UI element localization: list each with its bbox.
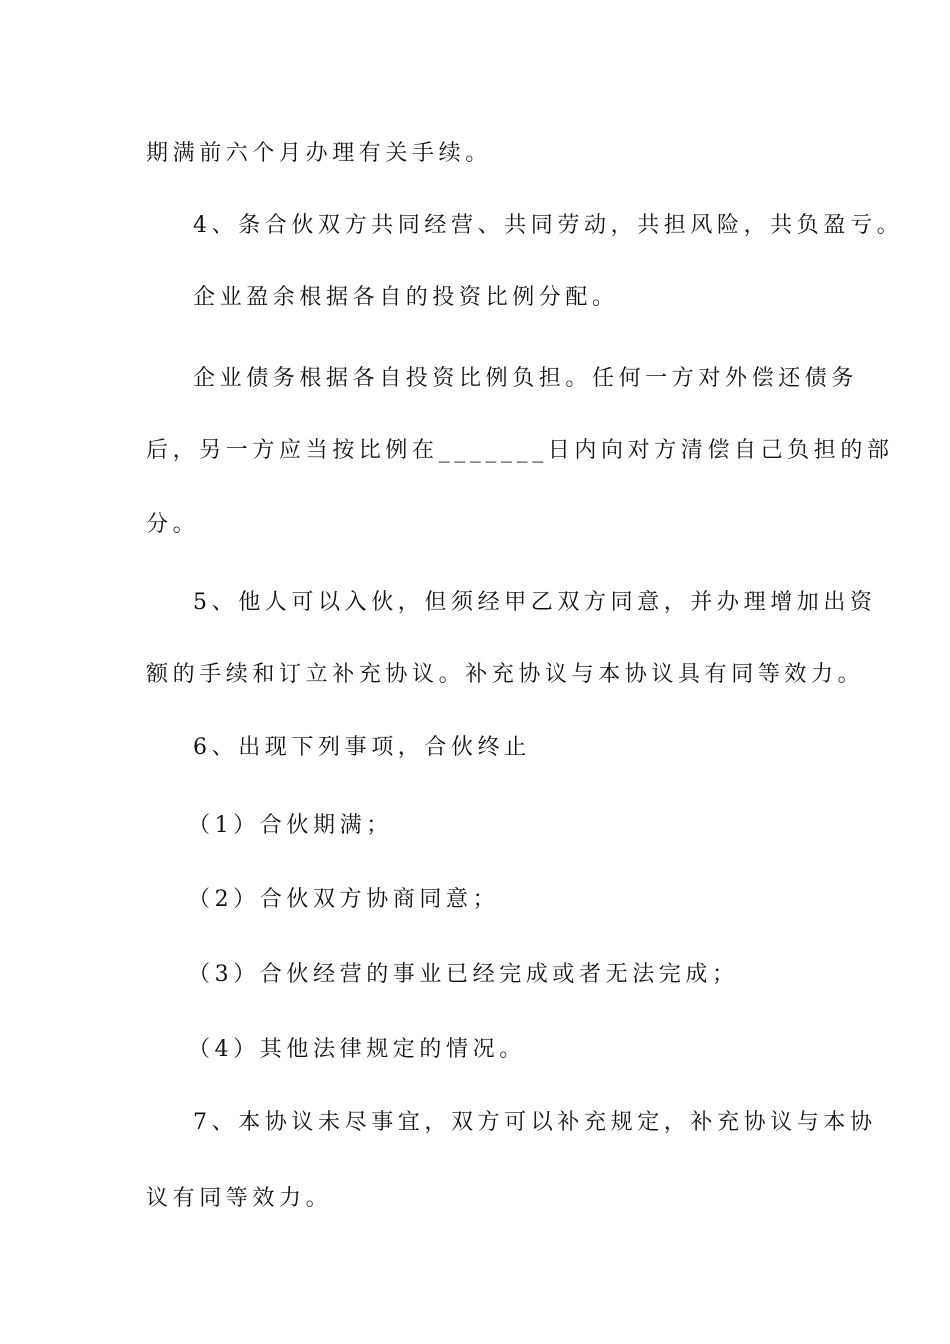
text-line: 4、条合伙双方共同经营、共同劳动，共担风险，共负盈亏。 (193, 213, 904, 238)
text-line: 后，另一方应当按比例在_______日内向对方清偿自己负担的部 (146, 438, 894, 463)
list-item: （2）合伙双方协商同意； (188, 887, 500, 912)
text-line: 额的手续和订立补充协议。补充协议与本协议具有同等效力。 (146, 662, 865, 687)
list-item: （3）合伙经营的事业已经完成或者无法完成； (188, 962, 739, 987)
text-line: 6、出现下列事项，合伙终止 (193, 735, 531, 760)
text-line: 分。 (146, 512, 200, 537)
list-item: （4）其他法律规定的情况。 (188, 1037, 526, 1062)
list-item: （1）合伙期满； (188, 813, 393, 838)
text-line: 企业债务根据各自投资比例负担。任何一方对外偿还债务 (193, 366, 859, 391)
text-line: 5、他人可以入伙，但须经甲乙双方同意，并办理增加出资 (193, 590, 877, 615)
text-line: 7、本协议未尽事宜，双方可以补充规定，补充协议与本协 (193, 1110, 877, 1135)
text-line: 企业盈余根据各自的投资比例分配。 (193, 285, 619, 310)
text-line: 议有同等效力。 (146, 1186, 333, 1211)
text-line: 期满前六个月办理有关手续。 (146, 141, 492, 166)
